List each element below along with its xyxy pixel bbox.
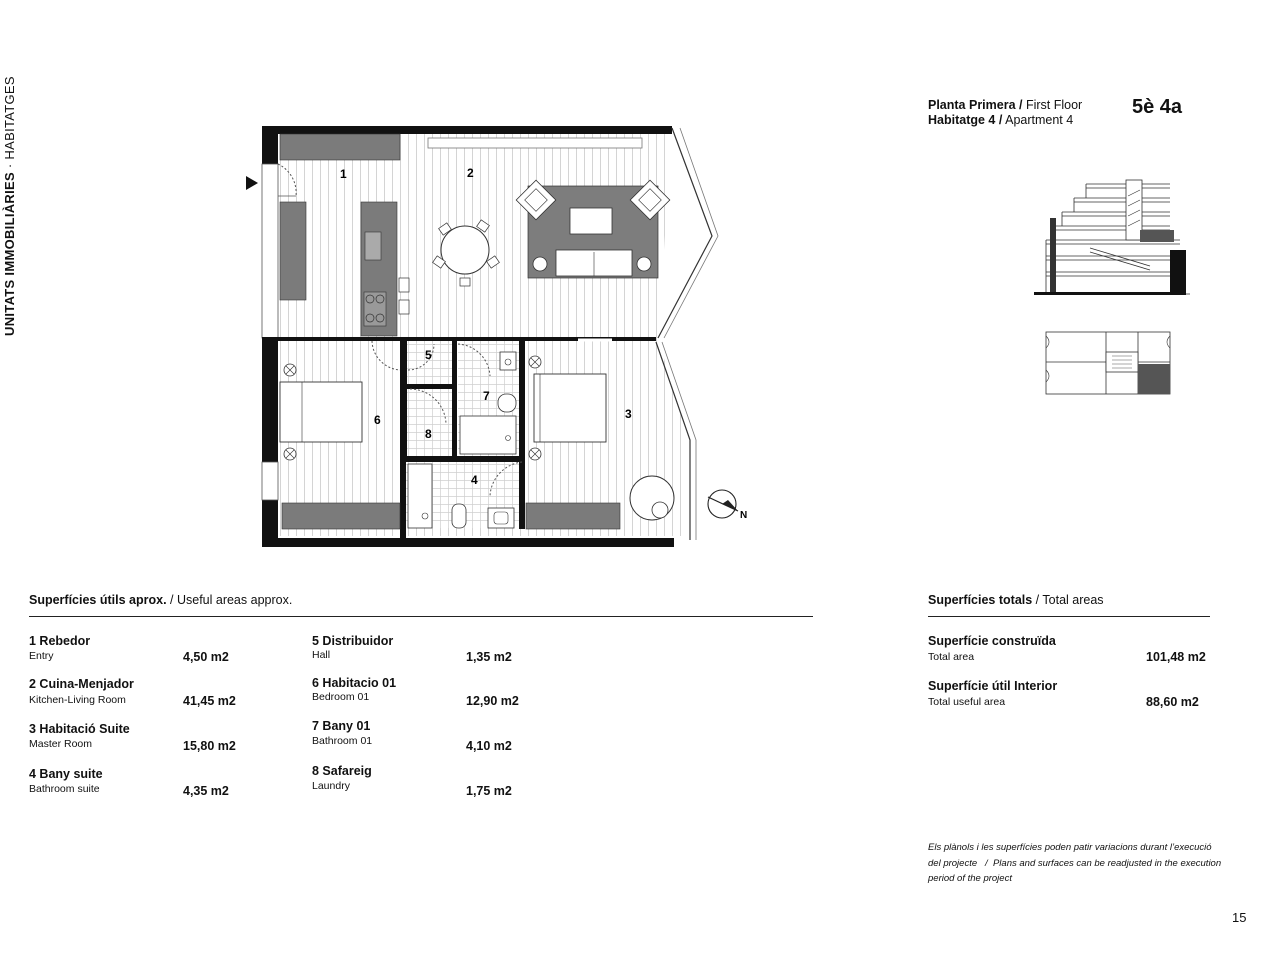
floor-plan [240, 120, 760, 560]
useful-areas-title [29, 593, 292, 607]
area-item-name: 4 Bany suite [29, 767, 103, 781]
disclaimer-english-start: Plans and surfaces can be readjusted in the execution [992, 857, 1222, 869]
room-number-4: 4 [471, 473, 478, 487]
disclaimer-line-2 [928, 856, 1228, 872]
area-item-sub: Bathroom suite [29, 783, 100, 795]
room-number-6: 6 [374, 413, 381, 427]
floor-line [928, 98, 1082, 113]
section-label-light: HABITATGES [2, 76, 17, 160]
area-item-value: 1,75 m2 [466, 784, 512, 798]
apartment-code: 5è 4a [1132, 96, 1183, 118]
room-number-5: 5 [425, 348, 432, 362]
area-item-sub: Master Room [29, 738, 93, 750]
area-item-name: 5 Distribuidor [312, 634, 394, 648]
building-elevation-diagram [1030, 176, 1190, 301]
apartment-label-bold: Habitatge 4 / [928, 113, 1003, 127]
area-item-sub: Entry [29, 650, 54, 662]
area-item-value: 4,10 m2 [466, 739, 512, 753]
area-item-value: 4,35 m2 [183, 784, 229, 798]
north-label: N [740, 510, 748, 521]
disclaimer-catalan-end: del projecte [928, 857, 978, 869]
floor-header [928, 98, 1082, 128]
area-item-name: 6 Habitacio 01 [312, 676, 397, 690]
apartment-line [928, 113, 1082, 128]
room-number-8: 8 [425, 427, 432, 441]
total-item-value: 101,48 m2 [1146, 650, 1206, 664]
total-areas-title-light: / Total areas [1032, 593, 1104, 607]
disclaimer-slash: / [985, 857, 988, 869]
area-item-sub: Laundry [312, 780, 350, 792]
area-item-name: 2 Cuina-Menjador [29, 677, 134, 691]
total-item-value: 88,60 m2 [1146, 695, 1199, 709]
total-areas-title [928, 593, 1104, 607]
area-item-value: 1,35 m2 [466, 650, 512, 664]
area-item-sub: Bedroom 01 [312, 691, 370, 703]
north-arrow-icon [708, 490, 747, 521]
section-label-bold: UNITATS IMMOBILIÀRIES [2, 172, 17, 336]
total-item-sub: Total area [928, 651, 975, 663]
area-item-value: 41,45 m2 [183, 694, 236, 708]
section-label [2, 56, 22, 336]
disclaimer-line-1: Els plànols i les superfícies poden patir variacions durant l’execució [928, 842, 1212, 853]
useful-areas-title-bold: Superfícies útils aprox. [29, 593, 167, 607]
apartment-label-light: Apartment 4 [1002, 113, 1074, 127]
area-item-sub: Bathroom 01 [312, 735, 373, 747]
area-item-sub: Hall [312, 649, 331, 661]
room-number-1: 1 [340, 167, 347, 181]
floor-label-light: First Floor [1022, 98, 1083, 112]
area-item-sub: Kitchen-Living Room [29, 694, 126, 706]
disclaimer-line-3: period of the project [928, 873, 1012, 884]
total-item-name: Superfície construïda [928, 634, 1056, 648]
area-item-name: 1 Rebedor [29, 634, 91, 648]
total-areas-title-bold: Superfícies totals [928, 593, 1033, 607]
area-item-name: 8 Safareig [312, 764, 372, 778]
floor-key-plan [1042, 330, 1174, 398]
section-label-separator: · [2, 159, 17, 173]
floor-label-bold: Planta Primera / [928, 98, 1023, 112]
room-number-7: 7 [483, 389, 490, 403]
room-number-2: 2 [467, 166, 474, 180]
area-item-name: 7 Bany 01 [312, 719, 371, 733]
area-item-value: 4,50 m2 [183, 650, 229, 664]
disclaimer-note [928, 840, 1228, 887]
area-item-value: 15,80 m2 [183, 739, 236, 753]
useful-areas-divider [29, 616, 813, 617]
total-item-name: Superfície útil Interior [928, 679, 1058, 693]
total-item-sub: Total useful area [928, 696, 1006, 708]
total-areas-divider [928, 616, 1210, 617]
area-item-name: 3 Habitació Suite [29, 722, 130, 736]
useful-areas-title-light: / Useful areas approx. [166, 593, 293, 607]
page-number: 15 [1232, 910, 1247, 925]
area-item-value: 12,90 m2 [466, 694, 519, 708]
room-number-3: 3 [625, 407, 632, 421]
